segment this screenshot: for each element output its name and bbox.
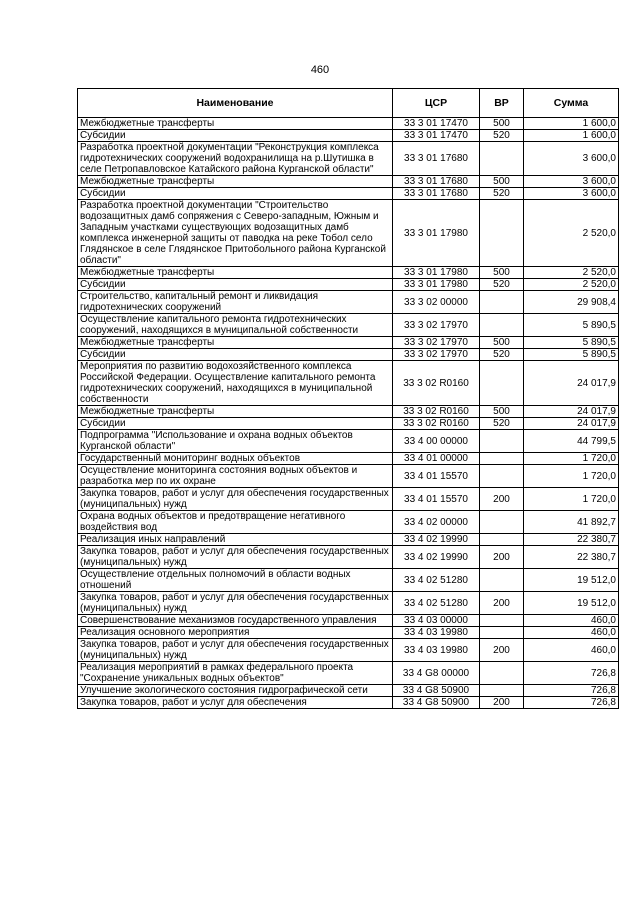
row-name: Закупка товаров, работ и услуг для обеспечения государственных (муниципальных) нужд	[78, 639, 393, 662]
row-name: Закупка товаров, работ и услуг для обеспечения государственных (муниципальных) нужд	[78, 546, 393, 569]
row-vr	[480, 314, 524, 337]
row-sum: 24 017,9	[524, 406, 619, 418]
row-code: 33 4 01 15570	[393, 465, 480, 488]
row-vr	[480, 627, 524, 639]
table-row	[78, 592, 619, 615]
table-row	[78, 453, 619, 465]
table-row	[78, 534, 619, 546]
row-sum: 3 600,0	[524, 142, 619, 176]
table-row	[78, 697, 619, 709]
row-name: Субсидии	[78, 279, 393, 291]
row-name: Субсидии	[78, 349, 393, 361]
table-row	[78, 267, 619, 279]
row-name: Государственный мониторинг водных объектов	[78, 453, 393, 465]
row-code: 33 3 02 R0160	[393, 418, 480, 430]
row-code: 33 3 01 17980	[393, 267, 480, 279]
table-row	[78, 546, 619, 569]
row-vr: 520	[480, 188, 524, 200]
row-code: 33 4 G8 00000	[393, 662, 480, 685]
row-vr: 500	[480, 337, 524, 349]
row-sum: 5 890,5	[524, 337, 619, 349]
row-vr: 500	[480, 176, 524, 188]
row-code: 33 4 02 19990	[393, 534, 480, 546]
row-name: Охрана водных объектов и предотвращение негативного воздействия вод	[78, 511, 393, 534]
row-code: 33 3 02 17970	[393, 337, 480, 349]
row-code: 33 4 01 15570	[393, 488, 480, 511]
row-name: Субсидии	[78, 130, 393, 142]
row-code: 33 3 01 17980	[393, 279, 480, 291]
table-row	[78, 615, 619, 627]
row-code: 33 4 03 19980	[393, 627, 480, 639]
table-row	[78, 361, 619, 406]
row-sum: 41 892,7	[524, 511, 619, 534]
table-row	[78, 662, 619, 685]
table-header-row	[78, 89, 619, 118]
table-row	[78, 685, 619, 697]
row-code: 33 3 01 17470	[393, 130, 480, 142]
row-name: Разработка проектной документации "Строительство водозащитных дамб сопряжения с Северо-западным, Южным и Западным участками существующих водозащитных дамб комплекса инженерной защиты от паводка на реке Тобол село Глядянское в селе Глядянское Притобольного района Курганской области"	[78, 200, 393, 267]
table-row	[78, 569, 619, 592]
header-sum: Сумма	[524, 89, 619, 118]
row-code: 33 3 02 17970	[393, 349, 480, 361]
row-vr: 500	[480, 406, 524, 418]
row-sum: 5 890,5	[524, 349, 619, 361]
row-code: 33 4 00 00000	[393, 430, 480, 453]
row-vr	[480, 615, 524, 627]
row-sum: 3 600,0	[524, 176, 619, 188]
row-vr	[480, 361, 524, 406]
row-code: 33 4 03 19980	[393, 639, 480, 662]
table-row	[78, 639, 619, 662]
row-sum: 1 600,0	[524, 118, 619, 130]
row-name: Закупка товаров, работ и услуг для обеспечения государственных (муниципальных) нужд	[78, 488, 393, 511]
row-name: Межбюджетные трансферты	[78, 267, 393, 279]
table-row	[78, 511, 619, 534]
row-code: 33 3 02 R0160	[393, 361, 480, 406]
table-row	[78, 314, 619, 337]
table-row	[78, 337, 619, 349]
row-code: 33 4 02 00000	[393, 511, 480, 534]
row-sum: 460,0	[524, 627, 619, 639]
row-name: Осуществление отдельных полномочий в области водных отношений	[78, 569, 393, 592]
budget-table	[77, 88, 619, 709]
row-vr: 500	[480, 267, 524, 279]
row-name: Субсидии	[78, 188, 393, 200]
table-row	[78, 188, 619, 200]
row-sum: 24 017,9	[524, 361, 619, 406]
table-row	[78, 200, 619, 267]
row-sum: 19 512,0	[524, 569, 619, 592]
row-sum: 19 512,0	[524, 592, 619, 615]
row-vr	[480, 142, 524, 176]
row-sum: 726,8	[524, 697, 619, 709]
row-vr	[480, 200, 524, 267]
row-vr: 200	[480, 546, 524, 569]
row-sum: 2 520,0	[524, 279, 619, 291]
row-sum: 1 600,0	[524, 130, 619, 142]
row-sum: 2 520,0	[524, 200, 619, 267]
row-vr: 520	[480, 130, 524, 142]
row-name: Улучшение экологического состояния гидрографической сети	[78, 685, 393, 697]
header-name: Наименование	[78, 89, 393, 118]
row-sum: 22 380,7	[524, 534, 619, 546]
row-sum: 1 720,0	[524, 488, 619, 511]
row-name: Закупка товаров, работ и услуг для обеспечения	[78, 697, 393, 709]
row-name: Закупка товаров, работ и услуг для обеспечения государственных (муниципальных) нужд	[78, 592, 393, 615]
row-sum: 24 017,9	[524, 418, 619, 430]
table-row	[78, 488, 619, 511]
table-row	[78, 279, 619, 291]
row-name: Реализация мероприятий в рамках федерального проекта "Сохранение уникальных водных объектов"	[78, 662, 393, 685]
row-vr: 520	[480, 279, 524, 291]
row-sum: 3 600,0	[524, 188, 619, 200]
row-code: 33 3 02 00000	[393, 291, 480, 314]
row-sum: 29 908,4	[524, 291, 619, 314]
table-row	[78, 418, 619, 430]
row-vr: 200	[480, 697, 524, 709]
row-vr	[480, 465, 524, 488]
row-name: Разработка проектной документации "Реконструкция комплекса гидротехнических сооружений водохранилища на р.Шутишка в селе Петропавловское Катайского района Курганской области"	[78, 142, 393, 176]
row-code: 33 4 01 00000	[393, 453, 480, 465]
row-vr	[480, 569, 524, 592]
row-name: Межбюджетные трансферты	[78, 118, 393, 130]
row-name: Межбюджетные трансферты	[78, 337, 393, 349]
table-row	[78, 627, 619, 639]
row-sum: 460,0	[524, 639, 619, 662]
row-vr: 520	[480, 349, 524, 361]
table-row	[78, 430, 619, 453]
table-row	[78, 118, 619, 130]
row-vr	[480, 662, 524, 685]
row-sum: 2 520,0	[524, 267, 619, 279]
row-vr	[480, 511, 524, 534]
row-vr	[480, 430, 524, 453]
row-name: Межбюджетные трансферты	[78, 176, 393, 188]
row-sum: 726,8	[524, 662, 619, 685]
row-sum: 44 799,5	[524, 430, 619, 453]
row-vr: 200	[480, 639, 524, 662]
row-code: 33 3 01 17980	[393, 200, 480, 267]
row-code: 33 3 01 17680	[393, 142, 480, 176]
header-vr: ВР	[480, 89, 524, 118]
row-vr	[480, 685, 524, 697]
row-sum: 460,0	[524, 615, 619, 627]
table-body	[78, 118, 619, 709]
row-name: Осуществление мониторинга состояния водных объектов и разработка мер по их охране	[78, 465, 393, 488]
row-sum: 726,8	[524, 685, 619, 697]
row-name: Межбюджетные трансферты	[78, 406, 393, 418]
table-row	[78, 130, 619, 142]
row-name: Реализация основного мероприятия	[78, 627, 393, 639]
row-code: 33 3 01 17470	[393, 118, 480, 130]
row-sum: 1 720,0	[524, 453, 619, 465]
row-name: Совершенствование механизмов государственного управления	[78, 615, 393, 627]
row-vr: 200	[480, 592, 524, 615]
table-row	[78, 349, 619, 361]
row-name: Строительство, капитальный ремонт и ликвидация гидротехнических сооружений	[78, 291, 393, 314]
row-name: Подпрограмма "Использование и охрана водных объектов Курганской области"	[78, 430, 393, 453]
row-name: Субсидии	[78, 418, 393, 430]
row-code: 33 4 03 00000	[393, 615, 480, 627]
row-code: 33 4 02 51280	[393, 569, 480, 592]
table-row	[78, 406, 619, 418]
row-name: Реализация иных направлений	[78, 534, 393, 546]
table-row	[78, 465, 619, 488]
row-sum: 1 720,0	[524, 465, 619, 488]
row-code: 33 4 02 19990	[393, 546, 480, 569]
row-vr: 500	[480, 118, 524, 130]
header-code: ЦСР	[393, 89, 480, 118]
row-code: 33 4 02 51280	[393, 592, 480, 615]
row-sum: 5 890,5	[524, 314, 619, 337]
row-vr: 200	[480, 488, 524, 511]
row-code: 33 3 01 17680	[393, 188, 480, 200]
row-code: 33 4 G8 50900	[393, 685, 480, 697]
row-vr	[480, 534, 524, 546]
row-vr	[480, 453, 524, 465]
row-code: 33 3 02 R0160	[393, 406, 480, 418]
row-code: 33 4 G8 50900	[393, 697, 480, 709]
row-name: Осуществление капитального ремонта гидротехнических сооружений, находящихся в муниципальной собственности	[78, 314, 393, 337]
row-code: 33 3 02 17970	[393, 314, 480, 337]
table-row	[78, 142, 619, 176]
table-row	[78, 176, 619, 188]
row-sum: 22 380,7	[524, 546, 619, 569]
row-name: Мероприятия по развитию водохозяйственного комплекса Российской Федерации. Осуществление капитального ремонта гидротехнических сооружений, находящихся в муниципальной собственности	[78, 361, 393, 406]
row-code: 33 3 01 17680	[393, 176, 480, 188]
table-row	[78, 291, 619, 314]
row-vr	[480, 291, 524, 314]
page-number: 460	[310, 64, 330, 76]
row-vr: 520	[480, 418, 524, 430]
